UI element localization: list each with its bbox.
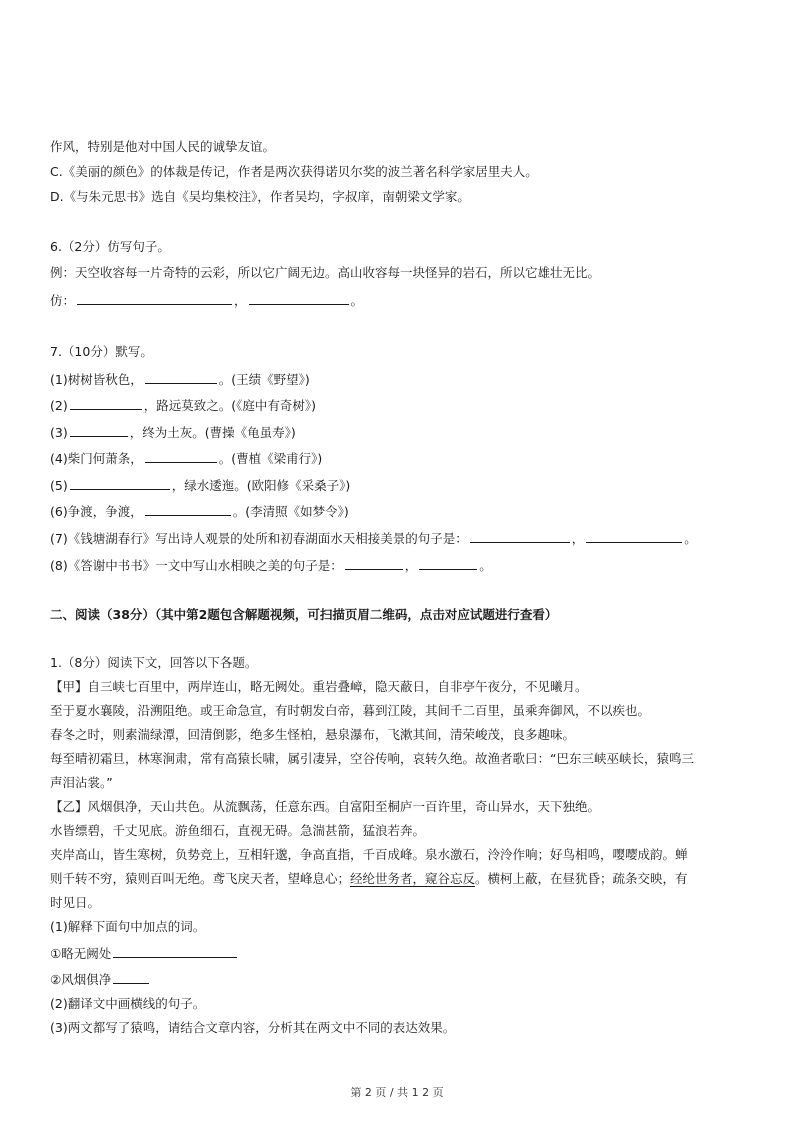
- q7-item-6-post: 。(李清照《如梦令》): [232, 504, 349, 519]
- passage-yi-line-5: 时见日。: [50, 895, 101, 910]
- q6-end: 。: [350, 293, 364, 308]
- sub1-a-blank[interactable]: [113, 944, 237, 958]
- q7-item-5: [50, 476, 350, 495]
- q7-item-8-post: 。: [479, 558, 492, 573]
- q6-answer-line: [50, 291, 363, 310]
- q7-item-8-mid: ，: [404, 558, 418, 573]
- q7-item-6-pre: (6)争渡，争渡，: [50, 504, 143, 519]
- q6-blank-2[interactable]: [249, 291, 349, 305]
- page-footer: 第 2 页 / 共 1 2 页: [350, 1086, 444, 1099]
- passage-jia-line-5: 声泪沾裳。”: [50, 775, 113, 790]
- q7-item-2-post: ，路远莫致之。(《庭中有奇树》): [143, 398, 316, 413]
- sub-question-1: (1)解释下面句中加点的词。: [50, 919, 206, 934]
- passage-yi-line-4-b: 。横柯上蔽，在昼犹昏；疏条交映，有: [475, 871, 688, 886]
- section-2-heading: 二、阅读（38分）（其中第2题包含解题视频，可扫描页眉二维码，点击对应试题进行查看）: [50, 607, 558, 622]
- q7-item-7-post: 。: [684, 531, 697, 546]
- q7-blank-1[interactable]: [145, 370, 217, 384]
- q7-blank-4[interactable]: [145, 449, 217, 463]
- passage-yi-line-2: 水皆缥碧，千丈见底。游鱼细石，直视无碍。急湍甚箭，猛浪若奔。: [50, 823, 426, 838]
- passage-jia-line-3: 春冬之时，则素湍绿潭，回清倒影，绝多生怪柏，悬泉瀑布，飞漱其间，清荣峻茂，良多趣味。: [50, 727, 576, 742]
- q7-item-1-post: 。(王绩《野望》): [218, 372, 310, 387]
- q7-item-5-post: ，绿水逶迤。(欧阳修《采桑子》): [171, 478, 351, 493]
- sub-question-1-a: [50, 944, 239, 963]
- underlined-sentence: 经纶世务者，窥谷忘反: [350, 871, 476, 886]
- q7-item-3-post: ，终为土灰。(曹操《龟虽寿》): [129, 425, 296, 440]
- passage-yi-line-4: [50, 870, 688, 888]
- q7-blank-7a[interactable]: [470, 529, 570, 543]
- sub-question-2: (2)翻译文中画横线的句子。: [50, 996, 206, 1011]
- q5-line-a: 作风，特别是他对中国人民的诚挚友谊。: [50, 139, 276, 154]
- sub-question-1-a-text: ①略无阙处: [50, 946, 112, 961]
- q6-sep: ，: [234, 293, 247, 308]
- passage-jia-line-2: 至于夏水襄陵，沿溯阻绝。或王命急宣，有时朝发白帝，暮到江陵，其间千二百里，虽乘奔御风，不以疾也。: [50, 703, 651, 718]
- q7-item-1-pre: (1)树树皆秋色，: [50, 372, 143, 387]
- passage-jia-line-4: 每至晴初霜旦，林寒涧肃，常有高猿长啸，属引凄异，空谷传响，哀转久绝。故渔者歌曰：“巴东三峡巫峡长，猿鸣三: [50, 751, 694, 766]
- q5-option-d: D.《与朱元思书》选自《吴均集校注》，作者吴均，字叔庠，南朝梁文学家。: [50, 189, 470, 204]
- q6-prefix: 仿：: [50, 293, 76, 308]
- q7-item-4-post: 。(曹植《梁甫行》): [218, 451, 323, 466]
- passage-yi-line-3: 夹岸高山，皆生寒树，负势竞上，互相轩邈，争高直指，千百成峰。泉水激石，泠泠作响；好鸟相鸣，嘤嘤成韵。蝉: [50, 847, 688, 862]
- passage-jia-line-1: 【甲】自三峡七百里中，两岸连山，略无阙处。重岩叠嶂，隐天蔽日，自非亭午夜分，不见曦月。: [50, 679, 588, 694]
- q7-item-7-mid: ，: [571, 531, 585, 546]
- sub-question-1-b-text: ②风烟俱净: [50, 972, 112, 987]
- q7-item-6: [50, 502, 349, 521]
- q7-blank-5[interactable]: [70, 476, 170, 490]
- passage-yi-line-1: 【乙】风烟俱净，天山共色。从流飘荡，任意东西。自富阳至桐庐一百许里，奇山异水，天下独绝。: [50, 799, 601, 814]
- q7-item-5-pre: (5): [50, 478, 68, 493]
- q7-item-1: [50, 370, 310, 389]
- q7-blank-3[interactable]: [70, 423, 128, 437]
- q7-item-8-pre: (8)《答谢中书书》一文中写山水相映之美的句子是：: [50, 558, 343, 573]
- q7-blank-6[interactable]: [145, 502, 231, 516]
- q7-item-3-pre: (3): [50, 425, 68, 440]
- q6-example: 例：天空收容每一片奇特的云彩，所以它广阔无边。高山收容每一块怪异的岩石，所以它雄壮无比。: [50, 265, 601, 280]
- q7-item-2: [50, 396, 316, 415]
- q7-blank-7b[interactable]: [586, 529, 682, 543]
- q7-blank-8a[interactable]: [345, 556, 403, 570]
- sub1-b-blank[interactable]: [113, 970, 149, 984]
- q7-blank-8b[interactable]: [419, 556, 477, 570]
- q5-option-c: C.《美丽的颜色》的体裁是传记，作者是两次获得诺贝尔奖的波兰著名科学家居里夫人。: [50, 164, 538, 179]
- reading-1-title: 1.（8分）阅读下文，回答以下各题。: [50, 655, 258, 670]
- sub-question-1-b: [50, 970, 151, 989]
- q7-title: 7.（10分）默写。: [50, 344, 153, 359]
- q7-item-7-pre: (7)《钱塘湖春行》写出诗人观景的处所和初春湖面水天相接美景的句子是：: [50, 531, 468, 546]
- q7-item-7: [50, 529, 697, 548]
- q7-item-4: [50, 449, 322, 468]
- q7-item-4-pre: (4)柴门何萧条，: [50, 451, 143, 466]
- q7-item-2-pre: (2): [50, 398, 68, 413]
- q7-blank-2[interactable]: [70, 396, 142, 410]
- q7-item-8: [50, 556, 492, 575]
- passage-yi-line-4-a: 则千转不穷，猿则百叫无绝。鸢飞戾天者，望峰息心；: [50, 871, 351, 886]
- q6-title: 6.（2分）仿写句子。: [50, 239, 170, 254]
- q7-item-3: [50, 423, 296, 442]
- sub-question-3: (3)两文都写了猿鸣，请结合文章内容，分析其在两文中不同的表达效果。: [50, 1020, 456, 1035]
- q6-blank-1[interactable]: [77, 291, 232, 305]
